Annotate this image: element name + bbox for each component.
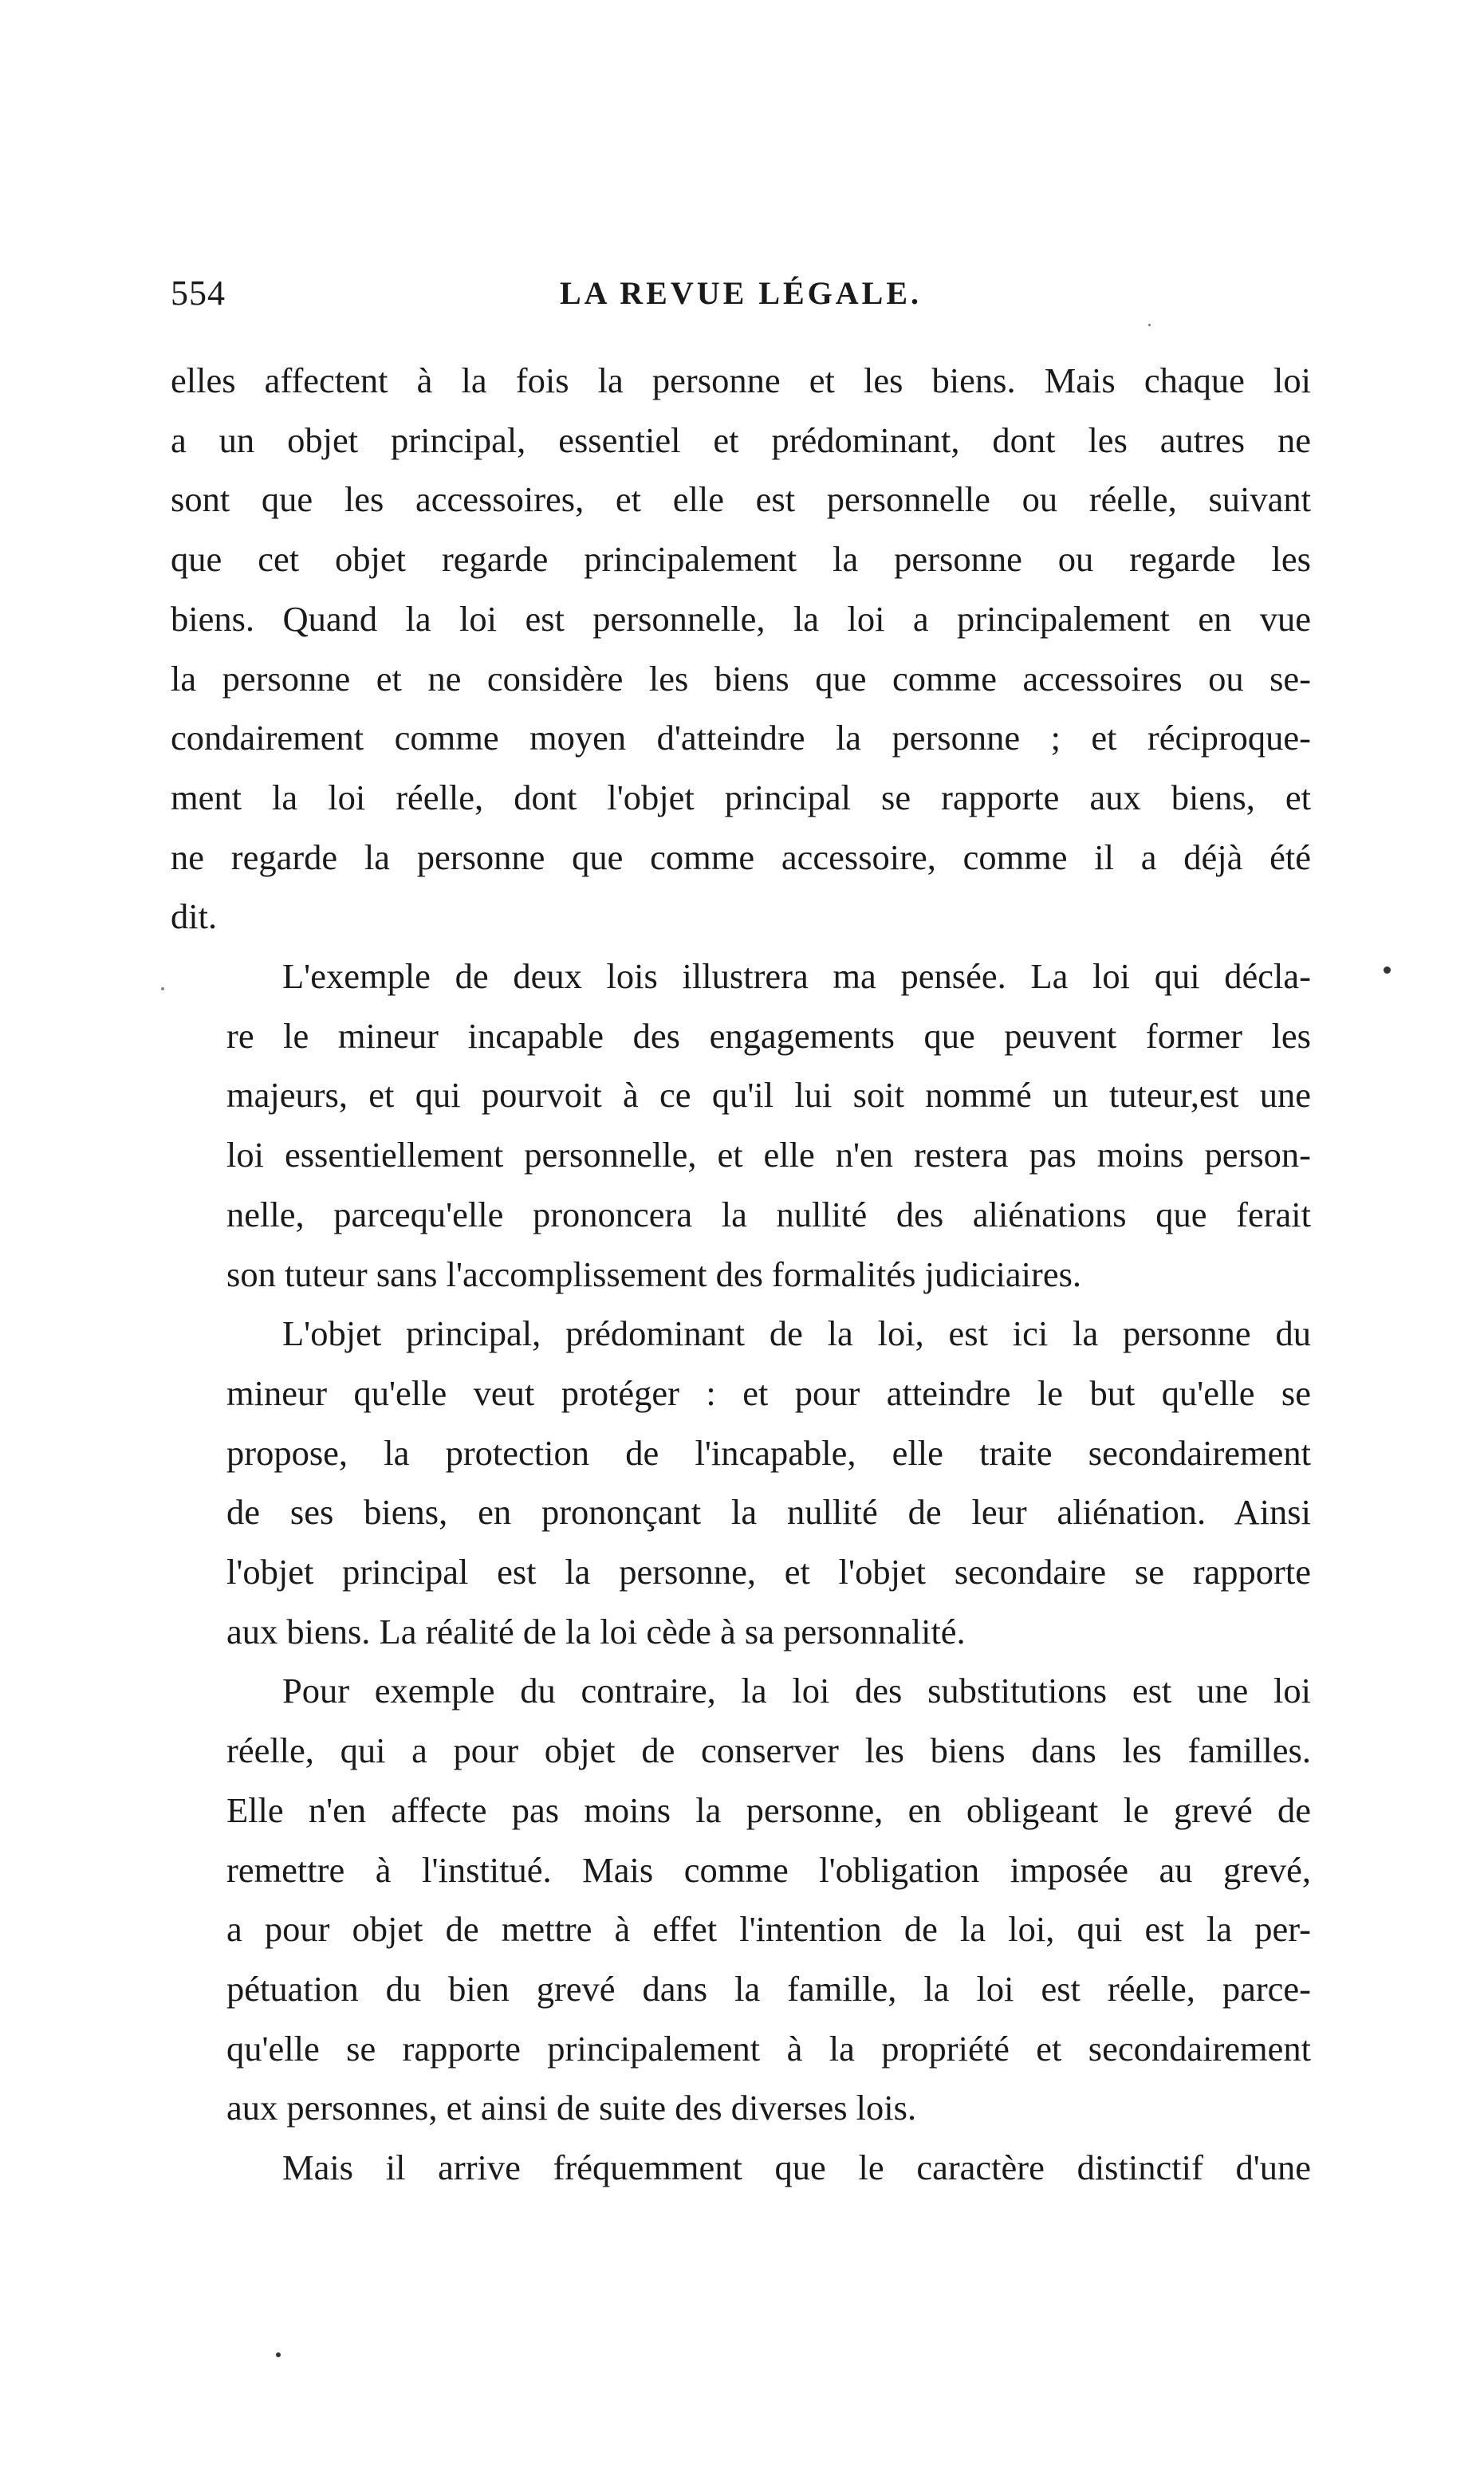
- paragraph: [171, 947, 1311, 1304]
- text-line: re le mineur incapable des engagements que peuvent former les: [226, 1015, 1311, 1056]
- text-line: ne regarde la personne que comme accessoire, comme il a déjà été: [171, 837, 1311, 877]
- text-line: majeurs, et qui pourvoit à ce qu'il lui soit nommé un tuteur,est une: [226, 1075, 1311, 1116]
- text-line: Mais il arrive fréquemment que le caractère distinctif d'une: [282, 2147, 1311, 2188]
- text-line: L'exemple de deux lois illustrera ma pensée. La loi qui décla-: [282, 956, 1311, 997]
- text-line: nelle, parcequ'elle prononcera la nullité des aliénations que ferait: [226, 1194, 1311, 1234]
- text-line: elles affectent à la fois la personne et les biens. Mais chaque loi: [171, 360, 1311, 400]
- page-number: 554: [171, 274, 226, 313]
- text-line: remettre à l'institué. Mais comme l'obligation imposée au grevé,: [226, 1849, 1311, 1890]
- text-line: aux biens. La réalité de la loi cède à sa personnalité.: [226, 1611, 966, 1651]
- scan-speck: [161, 987, 164, 990]
- paragraph: [171, 351, 1311, 947]
- paragraph: [171, 2138, 1311, 2198]
- text-line: Elle n'en affecte pas moins la personne, en obligeant le grevé de: [226, 1789, 1311, 1830]
- text-line: biens. Quand la loi est personnelle, la loi a principalement en vue: [171, 598, 1311, 639]
- body-text: [171, 351, 1311, 2198]
- text-line: sont que les accessoires, et elle est personnelle ou réelle, suivant: [171, 479, 1311, 520]
- text-line: de ses biens, en prononçant la nullité de leur aliénation. Ainsi: [226, 1492, 1311, 1533]
- text-line: propose, la protection de l'incapable, elle traite secondairement: [226, 1432, 1311, 1473]
- text-line: qu'elle se rapporte principalement à la propriété et secondairement: [226, 2028, 1311, 2069]
- running-head: LA REVUE LÉGALE.: [559, 275, 923, 311]
- paragraph: [171, 1661, 1311, 2138]
- text-line: loi essentiellement personnelle, et elle n'en restera pas moins person-: [226, 1135, 1311, 1175]
- text-line: L'objet principal, prédominant de la loi, est ici la personne du: [282, 1313, 1311, 1354]
- text-line: pétuation du bien grevé dans la famille, la loi est réelle, parce-: [226, 1968, 1311, 2009]
- text-line: son tuteur sans l'accomplissement des formalités judiciaires.: [226, 1254, 1082, 1294]
- scan-speck: [1384, 966, 1391, 974]
- text-line: a pour objet de mettre à effet l'intention de la loi, qui est la per-: [226, 1909, 1311, 1950]
- page-header: [171, 270, 1311, 317]
- text-line: a un objet principal, essentiel et prédominant, dont les autres ne: [171, 419, 1311, 460]
- text-line: l'objet principal est la personne, et l'objet secondaire se rapporte: [226, 1552, 1311, 1592]
- scan-speck: [1148, 324, 1151, 326]
- text-line: que cet objet regarde principalement la personne ou regarde les: [171, 539, 1311, 580]
- text-line: mineur qu'elle veut protéger : et pour atteindre le but qu'elle se: [226, 1372, 1311, 1413]
- text-line: réelle, qui a pour objet de conserver les biens dans les familles.: [226, 1730, 1311, 1771]
- text-line: Pour exemple du contraire, la loi des substitutions est une loi: [282, 1671, 1311, 1711]
- paragraph: [171, 1304, 1311, 1661]
- text-line: ment la loi réelle, dont l'objet principal se rapporte aux biens, et: [171, 777, 1311, 817]
- text-line: aux personnes, et ainsi de suite des diverses lois.: [226, 2088, 917, 2128]
- text-line: dit.: [171, 896, 218, 937]
- text-line: condairement comme moyen d'atteindre la personne ; et réciproque-: [171, 718, 1311, 758]
- scan-speck: [276, 2352, 281, 2357]
- text-line: la personne et ne considère les biens que comme accessoires ou se-: [171, 658, 1311, 699]
